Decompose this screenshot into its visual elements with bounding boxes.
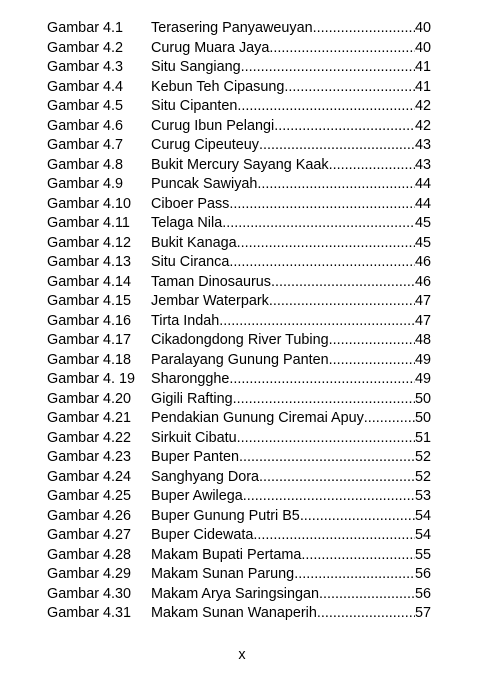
dot-leader: [364, 409, 415, 429]
figure-page-number: 45: [414, 215, 431, 231]
list-item[interactable]: [47, 468, 431, 488]
figure-entry: [151, 351, 431, 371]
dot-leader: [274, 117, 415, 137]
dot-leader: [329, 156, 415, 176]
figure-page-number: 40: [414, 20, 431, 36]
figure-label: Gambar 4.17: [47, 332, 131, 348]
figure-entry: [151, 487, 431, 507]
dot-leader: [301, 546, 415, 566]
figure-entry: [151, 331, 431, 351]
figure-page-number: 52: [414, 468, 431, 485]
figure-entry: [151, 19, 431, 39]
figure-page-number: 41: [414, 78, 431, 95]
list-item[interactable]: [47, 175, 431, 195]
figure-page-number: 42: [414, 117, 431, 134]
list-item[interactable]: [47, 273, 431, 293]
list-item[interactable]: [47, 487, 431, 507]
dot-leader: [239, 448, 415, 468]
dot-leader: [229, 253, 415, 273]
dot-leader: [329, 331, 415, 351]
figure-title: Makam Arya Saringsingan: [151, 585, 319, 605]
list-item[interactable]: [47, 526, 431, 546]
dot-leader: [219, 312, 415, 332]
dot-leader: [222, 214, 415, 234]
figure-page-number: 52: [414, 449, 431, 465]
list-item[interactable]: [47, 117, 431, 137]
figure-title: Jembar Waterpark: [151, 292, 269, 312]
list-item[interactable]: [47, 234, 431, 254]
figure-entry: [151, 585, 431, 605]
figure-page-number: 46: [414, 273, 431, 290]
figure-page-number: 49: [414, 351, 431, 368]
figure-label: Gambar 4.5: [47, 98, 123, 114]
figure-label: Gambar 4.18: [47, 351, 131, 368]
figure-label: Gambar 4.8: [47, 156, 123, 173]
figure-entry: [151, 312, 431, 332]
figure-entry: [151, 214, 431, 234]
dot-leader: [233, 390, 415, 410]
figure-entry: [151, 448, 431, 468]
dot-leader: [237, 97, 415, 117]
figure-title: Gigili Rafting: [151, 390, 233, 410]
figure-title: Situ Sangiang: [151, 58, 241, 78]
figure-page-number: 50: [414, 410, 431, 426]
dot-leader: [259, 468, 415, 488]
figure-entry: [151, 526, 431, 546]
dot-leader: [271, 273, 415, 293]
list-item[interactable]: [47, 507, 431, 527]
figure-entry: [151, 117, 431, 137]
figure-entry: [151, 136, 431, 156]
list-item[interactable]: [47, 546, 431, 566]
figure-entry: [151, 97, 431, 117]
dot-leader: [259, 136, 415, 156]
figure-page-number: 48: [414, 332, 431, 348]
figure-page-number: 44: [414, 176, 431, 192]
dot-leader: [229, 370, 415, 390]
figure-title: Sanghyang Dora: [151, 468, 259, 488]
figure-label: Gambar 4.28: [47, 546, 131, 563]
figure-title: Situ Cipanten: [151, 97, 237, 117]
figure-label: Gambar 4.12: [47, 234, 131, 251]
figure-entry: [151, 234, 431, 254]
dot-leader: [269, 39, 415, 59]
figure-page-number: 55: [414, 546, 431, 563]
dot-leader: [317, 604, 415, 624]
figure-title: Tirta Indah: [151, 312, 219, 332]
list-item[interactable]: [47, 429, 431, 449]
figure-entry: [151, 195, 431, 215]
figure-label: Gambar 4.6: [47, 117, 123, 134]
figure-entry: [151, 78, 431, 98]
figure-title: Sirkuit Cibatu: [151, 429, 237, 449]
list-item[interactable]: [47, 370, 431, 390]
figure-entry: [151, 390, 431, 410]
figure-entry: [151, 175, 431, 195]
list-item[interactable]: [47, 331, 431, 351]
figure-label: Gambar 4.16: [47, 312, 131, 329]
figure-title: Kebun Teh Cipasung: [151, 78, 284, 98]
figure-title: Buper Cidewata: [151, 526, 253, 546]
figure-page-number: 42: [414, 98, 431, 114]
figure-label: Gambar 4.9: [47, 176, 123, 192]
figure-page-number: 40: [414, 39, 431, 56]
figure-page-number: 45: [414, 234, 431, 251]
dot-leader: [229, 195, 415, 215]
page-number: x: [238, 647, 246, 663]
list-item[interactable]: [47, 390, 431, 410]
dot-leader: [237, 429, 415, 449]
dot-leader: [243, 487, 415, 507]
list-item[interactable]: [47, 312, 431, 332]
figure-page-number: 57: [414, 605, 431, 621]
figure-label: Gambar 4.13: [47, 254, 131, 270]
figure-label: Gambar 4.15: [47, 293, 131, 309]
figure-page-number: 54: [414, 507, 431, 524]
figure-title: Makam Bupati Pertama: [151, 546, 301, 566]
figure-label: Gambar 4.10: [47, 195, 131, 212]
dot-leader: [294, 565, 415, 585]
figure-entry: [151, 429, 431, 449]
figure-title: Taman Dinosaurus: [151, 273, 271, 293]
dot-leader: [329, 351, 415, 371]
dot-leader: [313, 19, 415, 39]
figure-title: Curug Ibun Pelangi: [151, 117, 274, 137]
figure-page-number: 56: [414, 585, 431, 602]
list-item[interactable]: [47, 565, 431, 585]
figure-page-number: 47: [414, 293, 431, 309]
figure-label: Gambar 4. 19: [47, 371, 135, 387]
figure-title: Curug Muara Jaya: [151, 39, 269, 59]
figure-entry: [151, 292, 431, 312]
list-item[interactable]: [47, 409, 431, 429]
figure-title: Sharongghe: [151, 370, 229, 390]
figure-label: Gambar 4.25: [47, 488, 131, 504]
list-item[interactable]: [47, 214, 431, 234]
dot-leader: [237, 234, 415, 254]
figure-entry: [151, 156, 431, 176]
figure-page-number: 51: [414, 429, 431, 446]
list-item[interactable]: [47, 253, 431, 273]
figure-label: Gambar 4.31: [47, 605, 131, 621]
figure-title: Curug Cipeuteuy: [151, 136, 259, 156]
figure-entry: [151, 409, 431, 429]
figure-label: Gambar 4.3: [47, 59, 123, 75]
list-item[interactable]: [47, 351, 431, 371]
figure-label: Gambar 4.26: [47, 507, 131, 524]
figure-page-number: 54: [414, 527, 431, 543]
figure-title: Buper Gunung Putri B5: [151, 507, 300, 527]
figure-title: Makam Sunan Parung: [151, 565, 294, 585]
figure-title: Situ Ciranca: [151, 253, 229, 273]
list-item[interactable]: [47, 97, 431, 117]
dot-leader: [269, 292, 415, 312]
figure-title: Cikadongdong River Tubing: [151, 331, 329, 351]
figure-title: Buper Awilega: [151, 487, 243, 507]
list-item[interactable]: [47, 604, 431, 624]
dot-leader: [257, 175, 415, 195]
figure-label: Gambar 4.20: [47, 390, 131, 407]
figure-entry: [151, 604, 431, 624]
figure-entry: [151, 39, 431, 59]
list-item[interactable]: [47, 448, 431, 468]
figure-page-number: 44: [414, 195, 431, 212]
dot-leader: [253, 526, 415, 546]
figure-label: Gambar 4.27: [47, 527, 131, 543]
figure-page-number: 43: [414, 156, 431, 173]
figure-entry: [151, 253, 431, 273]
figure-page-number: 50: [414, 390, 431, 407]
dot-leader: [300, 507, 415, 527]
figure-title: Puncak Sawiyah: [151, 175, 257, 195]
figure-entry: [151, 565, 431, 585]
figure-page-number: 41: [414, 59, 431, 75]
figure-label: Gambar 4.23: [47, 449, 131, 465]
figure-label: Gambar 4.29: [47, 566, 131, 582]
figure-page-number: 46: [414, 254, 431, 270]
figure-label: Gambar 4.1: [47, 20, 123, 36]
figure-page-number: 43: [414, 137, 431, 153]
figure-title: Pendakian Gunung Ciremai Apuy: [151, 409, 364, 429]
figure-label: Gambar 4.22: [47, 429, 131, 446]
list-item[interactable]: [47, 136, 431, 156]
figure-title: Ciboer Pass: [151, 195, 229, 215]
figure-title: Telaga Nila: [151, 214, 222, 234]
list-item[interactable]: [47, 156, 431, 176]
list-item[interactable]: [47, 58, 431, 78]
figure-label: Gambar 4.24: [47, 468, 131, 485]
figure-title: Makam Sunan Wanaperih: [151, 604, 317, 624]
list-item[interactable]: [47, 39, 431, 59]
figure-label: Gambar 4.21: [47, 410, 131, 426]
dot-leader: [319, 585, 415, 605]
figure-entry: [151, 58, 431, 78]
figure-title: Bukit Kanaga: [151, 234, 237, 254]
list-item[interactable]: [47, 585, 431, 605]
figure-title: Bukit Mercury Sayang Kaak: [151, 156, 329, 176]
dot-leader: [284, 78, 415, 98]
list-of-figures: [47, 19, 431, 624]
figure-label: Gambar 4.7: [47, 137, 123, 153]
figure-label: Gambar 4.14: [47, 273, 131, 290]
figure-entry: [151, 468, 431, 488]
figure-page-number: 53: [414, 488, 431, 504]
list-item[interactable]: [47, 195, 431, 215]
figure-entry: [151, 370, 431, 390]
figure-label: Gambar 4.30: [47, 585, 131, 602]
figure-page-number: 49: [414, 371, 431, 387]
list-item[interactable]: [47, 19, 431, 39]
figure-title: Terasering Panyaweuyan: [151, 19, 313, 39]
dot-leader: [241, 58, 415, 78]
figure-label: Gambar 4.2: [47, 39, 123, 56]
figure-page-number: 47: [414, 312, 431, 329]
figure-entry: [151, 546, 431, 566]
figure-title: Paralayang Gunung Panten: [151, 351, 329, 371]
list-item[interactable]: [47, 292, 431, 312]
figure-page-number: 56: [414, 566, 431, 582]
figure-title: Buper Panten: [151, 448, 239, 468]
list-item[interactable]: [47, 78, 431, 98]
figure-entry: [151, 273, 431, 293]
figure-label: Gambar 4.4: [47, 78, 123, 95]
figure-label: Gambar 4.11: [47, 215, 130, 231]
figure-entry: [151, 507, 431, 527]
